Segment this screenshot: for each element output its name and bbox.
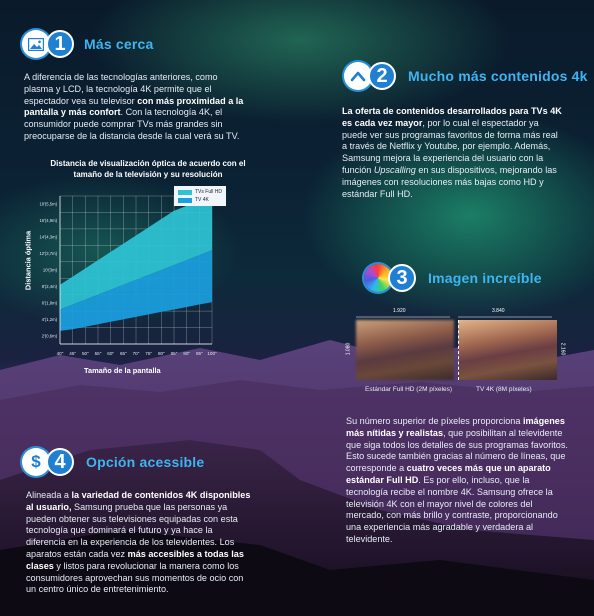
text-run: cuatro veces más que un aparato estándar Full HD [346,463,551,485]
text-run: . Con la tecnología 4K, el consumidor puede comprar TVs más grandes sin preocuparse de la distancia desde la cual verá su TV. [24,107,240,141]
section-3-text [346,416,568,546]
text-run: y listos para revolucionar la manera como los consumidores aprovechan sus momentos de ocio con un centro único de entretenimiento. [26,560,244,595]
section-3-badge [364,264,416,292]
chart-title: Distancia de visualización óptica de acuerdo con el tamaño de la televisión y su resolución [50,159,246,179]
text-run: imágenes más nítidas y realistas [346,416,565,438]
x-tick-label: 75" [145,351,153,356]
chart-xlabel: Tamaño de la pantalla [84,366,161,375]
section-4-badge [22,448,74,476]
x-tick-label: 85" [170,351,178,356]
fullhd-height-label: 1.080 [345,342,352,356]
uhd-sample-image [458,320,557,380]
y-tick-label: 10'(3m) [42,267,57,273]
y-tick-label: 18'(5,5m) [39,201,57,207]
section-2-title: Mucho más contenidos 4k [408,68,588,84]
y-tick-label: 6'(1,8m) [41,300,57,306]
text-run: más accesibles a todas las clases [26,548,244,571]
section-4-text [26,490,254,596]
text-run: , por lo cual el espectador ya puede ver sus programas favoritos de forma más real a través de Netflix y Youtube, por ejemplo. Además, Samsung mejora la experiencia del usuario con la función [342,117,558,175]
fullhd-width-label: 1.920 [393,308,406,314]
section-2-number: 2 [368,62,396,90]
text-run: , que posibilitan al televidente que siga todos los detalles de sus programas favoritos. Esto sucede también gracias al número de líneas, que corresponde a [346,427,568,474]
y-tick-label: 14'(4,3m) [39,234,57,240]
y-tick-label: 4'(1,2m) [41,316,57,322]
text-run: en sus dispositivos, mejorando las imágenes con resoluciones más bajas como HD y estándar Full HD. [342,164,557,199]
x-tick-label: 90" [183,351,191,356]
section-4-title: Opción acessible [86,454,205,470]
text-run: con más proximidad a la pantalla y más confort [24,95,244,118]
legend-item-fullhd: TVs Full HD [178,188,222,196]
text-run: Upscalling [373,164,416,175]
dollar-icon: $ [22,448,50,476]
text-run: La oferta de contenidos desarrollados para TVs 4K es cada vez mayor [342,106,562,128]
x-tick-label: 70" [132,351,140,356]
chart-legend [174,186,226,206]
text-run: . Es por ello, incluso, que la tecnología recibe el nombre 4K. Samsung ofrece la televisión 4K con el mayor nivel de colores del mercado, con más brillo y contraste, proporcionando una experiencia más agradable y verdadera al televidente. [346,474,558,544]
x-tick-label: 55" [94,351,102,356]
x-tick-label: 95" [195,351,203,356]
x-tick-label: 40" [56,351,64,356]
uhd-width-label: 3.840 [492,308,505,314]
section-4-number: 4 [46,448,74,476]
section-3-title: Imagen increíble [428,270,542,286]
y-tick-label: 8'(2,4m) [41,283,57,289]
fullhd-caption: Estándar Full HD (2M píxeles) [365,386,453,393]
x-tick-label: 45" [69,351,77,356]
section-2-text [342,106,562,200]
chart-ylabel: Distancia óptima [23,230,33,291]
section-2-badge [344,62,396,90]
x-tick-label: 100" [207,351,217,356]
x-tick-label: 60" [107,351,115,356]
y-tick-label: 2'(0,6m) [41,333,57,339]
text-run: la variedad de contenidos 4K disponibles al usuario, [26,490,251,512]
section-3-number: 3 [388,264,416,292]
uhd-height-label: 2.160 [559,342,566,356]
text-run: Su número superior de píxeles proporciona [346,416,523,426]
section-1-number: 1 [46,30,74,58]
fullhd-sample-image [356,320,454,380]
text-run: A diferencia de las tecnologías anteriores, como plasma y LCD, la tecnología 4K permite que el espectador vea su televisor [24,72,218,106]
x-tick-label: 65" [119,351,127,356]
y-tick-label: 16'(4,9m) [39,218,57,224]
text-run: Samsung prueba que las personas ya pueden obtener sus televisiones equipadas con esta tecnología que dominará el futuro y ya hace la diferencia en la experiencia de los televidentes. Los aparatos están cada vez [26,501,238,559]
y-tick-label: 12'(3,7m) [39,251,57,257]
uhd-caption: TV 4K (8M píxeles) [476,386,532,393]
x-tick-label: 80" [157,351,165,356]
legend-item-4k: TV 4K [178,196,222,204]
text-run: Alineada a [26,490,72,500]
x-tick-label: 50" [81,351,89,356]
section-1-title: Más cerca [84,36,154,52]
